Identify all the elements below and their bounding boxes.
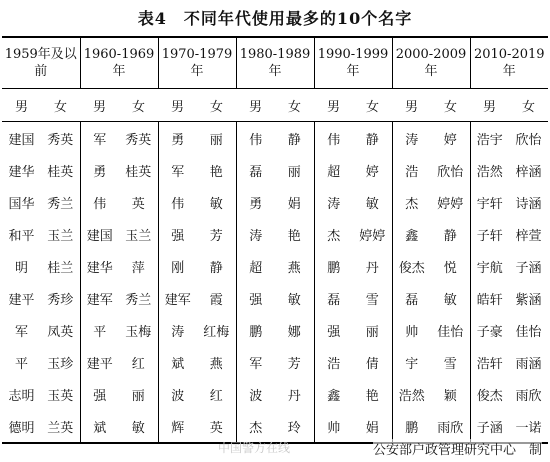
name-cell: 建国 — [80, 218, 119, 250]
female-header: 女 — [431, 89, 470, 122]
name-cell: 雪 — [365, 292, 379, 308]
male-header: 男 — [392, 89, 431, 122]
name-cell: 明 — [14, 260, 28, 276]
name-cell: 秀珍 — [47, 292, 74, 308]
female-header: 女 — [197, 89, 236, 122]
name-cell: 秀英 — [47, 132, 74, 148]
name-cell: 丹 — [287, 388, 301, 404]
name-cell: 红 — [209, 388, 223, 404]
name-cell: 强 — [236, 282, 275, 314]
name-cell: 宇 — [392, 346, 431, 378]
names-table — [2, 36, 548, 444]
table-row — [2, 122, 548, 155]
name-cell: 兰英 — [41, 410, 80, 443]
name-cell: 浩然 — [392, 378, 431, 410]
name-cell: 磊 — [236, 154, 275, 186]
name-cell: 玉珍 — [47, 356, 74, 372]
name-cell: 燕 — [287, 260, 301, 276]
name-cell: 梓萱 — [515, 228, 542, 244]
name-cell: 波 — [236, 378, 275, 410]
name-cell: 波 — [158, 378, 197, 410]
name-cell: 建军 — [80, 282, 119, 314]
female-header: 女 — [119, 89, 158, 122]
name-cell: 强 — [158, 218, 197, 250]
female-header: 女 — [353, 89, 392, 122]
name-cell: 鹏 — [236, 314, 275, 346]
name-cell: 桂英 — [47, 164, 74, 180]
name-cell: 帅 — [392, 314, 431, 346]
name-cell: 鹏 — [392, 410, 431, 443]
name-cell: 磊 — [314, 282, 353, 314]
name-cell: 静 — [287, 132, 301, 148]
name-cell: 伟 — [314, 122, 353, 155]
name-cell: 婷婷 — [437, 196, 464, 212]
name-cell: 磊 — [392, 282, 431, 314]
name-cell: 强 — [314, 314, 353, 346]
name-cell: 颖 — [443, 388, 457, 404]
name-cell: 宇航 — [470, 250, 509, 282]
name-cell: 勇 — [158, 122, 197, 155]
source-note: 公安部户政管理研究中心 制 — [373, 439, 542, 458]
name-cell: 勇 — [236, 186, 275, 218]
name-cell: 悦 — [443, 260, 457, 276]
name-cell: 静 — [365, 132, 379, 148]
name-cell: 静 — [443, 228, 457, 244]
name-cell: 佳怡 — [437, 324, 464, 340]
name-cell: 玲 — [275, 410, 314, 443]
name-cell: 桂兰 — [47, 260, 74, 276]
male-header: 男 — [236, 89, 275, 122]
decade-header: 1959年及以前 — [2, 37, 80, 89]
name-cell: 鑫 — [392, 218, 431, 250]
name-cell: 萍 — [131, 260, 145, 276]
name-cell: 建华 — [80, 250, 119, 282]
name-cell: 敏 — [287, 292, 301, 308]
female-header: 女 — [275, 89, 314, 122]
name-cell: 浩宇 — [470, 122, 509, 155]
name-cell: 佳怡 — [515, 324, 542, 340]
decade-header: 1970-1979年 — [158, 37, 236, 89]
name-cell: 伟 — [80, 186, 119, 218]
name-cell: 涛 — [236, 218, 275, 250]
name-cell: 勇 — [80, 154, 119, 186]
name-cell: 辉 — [158, 410, 197, 443]
name-cell: 婷婷 — [359, 228, 386, 244]
name-cell: 浩轩 — [470, 346, 509, 378]
name-cell: 帅 — [314, 410, 353, 443]
name-cell: 浩 — [392, 154, 431, 186]
name-cell: 鹏 — [314, 250, 353, 282]
name-cell: 玉梅 — [125, 324, 152, 340]
name-cell: 军 — [80, 122, 119, 155]
name-cell: 平 — [14, 356, 28, 372]
name-cell: 军 — [236, 346, 275, 378]
name-cell: 子涵 — [470, 410, 509, 443]
name-cell: 子涵 — [515, 260, 542, 276]
name-cell: 静 — [209, 260, 223, 276]
name-cell: 涛 — [158, 314, 197, 346]
name-cell: 国华 — [8, 196, 35, 212]
decade-header-row — [2, 37, 548, 89]
table-row — [2, 250, 548, 282]
name-cell: 敏 — [365, 196, 379, 212]
name-cell: 艳 — [365, 388, 379, 404]
name-cell: 倩 — [365, 356, 379, 372]
name-cell: 艳 — [287, 228, 301, 244]
name-cell: 凤英 — [47, 324, 74, 340]
name-cell: 梓涵 — [515, 164, 542, 180]
table-row — [2, 186, 548, 218]
table-row — [2, 314, 548, 346]
name-cell: 建平 — [80, 346, 119, 378]
name-cell: 子豪 — [470, 314, 509, 346]
name-cell: 英 — [131, 196, 145, 212]
name-cell: 军 — [14, 324, 28, 340]
name-cell: 宇轩 — [470, 186, 509, 218]
name-cell: 娟 — [287, 196, 301, 212]
name-cell: 平 — [80, 314, 119, 346]
male-header: 男 — [80, 89, 119, 122]
name-cell: 超 — [236, 250, 275, 282]
decade-header: 1980-1989年 — [236, 37, 314, 89]
name-cell: 婷 — [365, 164, 379, 180]
name-cell: 德明 — [2, 410, 41, 443]
name-cell: 霞 — [209, 292, 223, 308]
name-cell: 娟 — [353, 410, 392, 443]
name-cell: 敏 — [443, 292, 457, 308]
name-cell: 芳 — [287, 356, 301, 372]
name-cell: 浩然 — [470, 154, 509, 186]
name-cell: 浩 — [314, 346, 353, 378]
name-cell: 伟 — [236, 122, 275, 155]
name-cell: 杰 — [314, 218, 353, 250]
name-cell: 紫涵 — [515, 292, 542, 308]
sex-header-row — [2, 89, 548, 122]
name-cell: 建国 — [8, 132, 35, 148]
name-cell: 一诺 — [509, 410, 548, 443]
table-row — [2, 218, 548, 250]
name-cell: 英 — [197, 410, 236, 443]
table-row — [2, 378, 548, 410]
name-cell: 桂英 — [125, 164, 152, 180]
name-cell: 军 — [158, 154, 197, 186]
name-cell: 雪 — [443, 356, 457, 372]
name-cell: 刚 — [158, 250, 197, 282]
name-cell: 杰 — [392, 186, 431, 218]
male-header: 男 — [470, 89, 509, 122]
name-cell: 杰 — [236, 410, 275, 443]
name-cell: 建军 — [158, 282, 197, 314]
name-cell: 涛 — [314, 186, 353, 218]
name-cell: 雨欣 — [431, 410, 470, 443]
name-cell: 丽 — [365, 324, 379, 340]
name-cell: 皓轩 — [470, 282, 509, 314]
name-cell: 斌 — [158, 346, 197, 378]
name-cell: 建华 — [8, 164, 35, 180]
table-title: 表4 不同年代使用最多的10个名字 — [137, 9, 413, 28]
name-cell: 欣怡 — [437, 164, 464, 180]
decade-header: 1960-1969年 — [80, 37, 158, 89]
decade-header: 2000-2009年 — [392, 37, 470, 89]
name-cell: 红 — [131, 356, 145, 372]
name-cell: 斌 — [80, 410, 119, 443]
name-cell: 子轩 — [470, 218, 509, 250]
name-cell: 超 — [314, 154, 353, 186]
name-cell: 涛 — [392, 122, 431, 155]
table-row — [2, 154, 548, 186]
male-header: 男 — [314, 89, 353, 122]
name-cell: 芳 — [209, 228, 223, 244]
name-cell: 雨欣 — [515, 388, 542, 404]
name-cell: 玉兰 — [125, 228, 152, 244]
name-cell: 敏 — [209, 196, 223, 212]
decade-header: 1990-1999年 — [314, 37, 392, 89]
name-cell: 丽 — [209, 132, 223, 148]
name-cell: 秀兰 — [125, 292, 152, 308]
name-cell: 娜 — [287, 324, 301, 340]
name-cell: 雨涵 — [515, 356, 542, 372]
name-cell: 丽 — [287, 164, 301, 180]
female-header: 女 — [41, 89, 80, 122]
name-cell: 伟 — [158, 186, 197, 218]
name-cell: 俊杰 — [470, 378, 509, 410]
name-cell: 志明 — [8, 388, 35, 404]
name-cell: 玉英 — [47, 388, 74, 404]
male-header: 男 — [158, 89, 197, 122]
name-cell: 俊杰 — [392, 250, 431, 282]
table-row — [2, 282, 548, 314]
name-cell: 丽 — [131, 388, 145, 404]
name-cell: 秀兰 — [47, 196, 74, 212]
name-cell: 强 — [80, 378, 119, 410]
name-cell: 秀英 — [125, 132, 152, 148]
decade-header: 2010-2019年 — [470, 37, 548, 89]
name-cell: 艳 — [209, 164, 223, 180]
female-header: 女 — [509, 89, 548, 122]
watermark: 中国警方在线 — [218, 441, 291, 455]
table-row — [2, 346, 548, 378]
name-cell: 玉兰 — [47, 228, 74, 244]
name-cell: 欣怡 — [515, 132, 542, 148]
name-cell: 和平 — [8, 228, 35, 244]
name-cell: 红梅 — [203, 324, 230, 340]
name-cell: 建平 — [8, 292, 35, 308]
name-cell: 婷 — [443, 132, 457, 148]
male-header: 男 — [2, 89, 41, 122]
table-body — [2, 122, 548, 444]
name-cell: 敏 — [119, 410, 158, 443]
name-cell: 丹 — [365, 260, 379, 276]
name-cell: 诗涵 — [515, 196, 542, 212]
name-cell: 燕 — [209, 356, 223, 372]
name-cell: 鑫 — [314, 378, 353, 410]
